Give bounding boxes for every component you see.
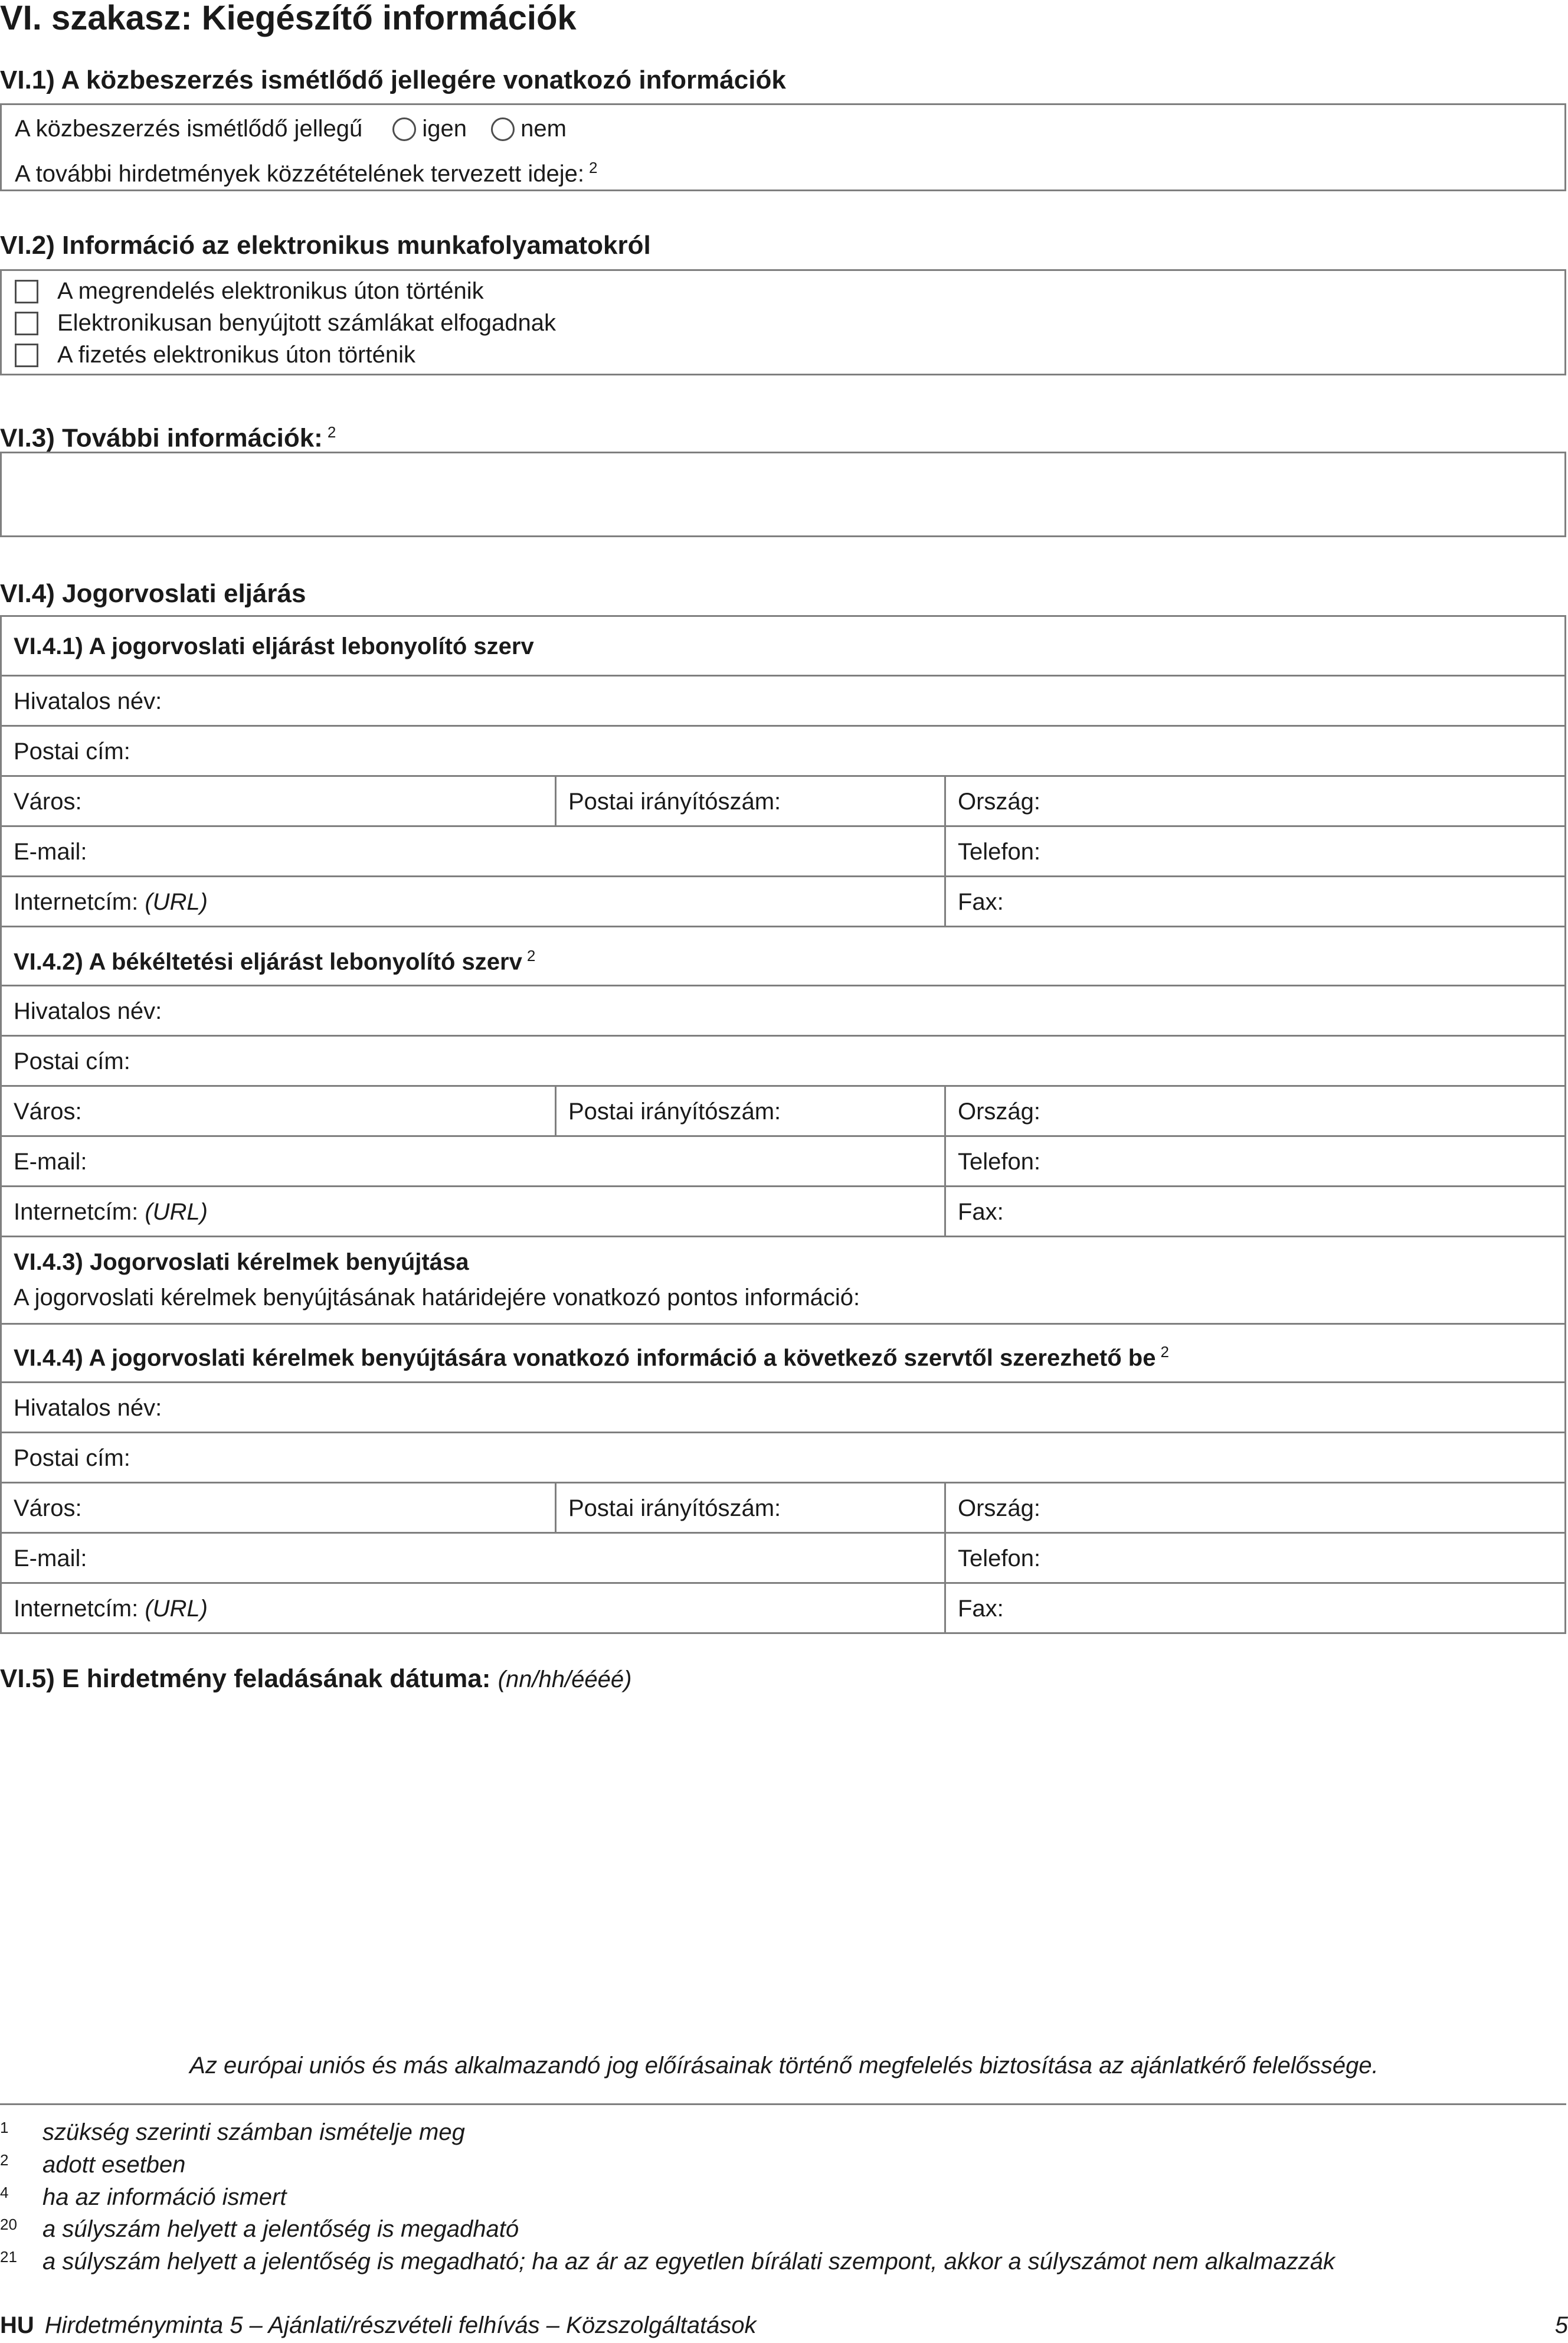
vi41-heading: VI.4.1) A jogorvoslati eljárást lebonyolító szerv (14, 633, 534, 659)
vi44-fax-field[interactable] (944, 1582, 1566, 1634)
footnote-number: 2 (0, 2151, 9, 2169)
field-label: Város: (14, 1099, 82, 1125)
vi44-internet-field[interactable] (0, 1582, 946, 1634)
footnote (0, 2146, 185, 2179)
field-label: Ország: (958, 789, 1041, 815)
internet-label: Internetcím: (14, 1596, 139, 1622)
check-electronic-ordering[interactable] (15, 277, 484, 305)
compliance-notice: Az európai uniós és más alkalmazandó jog előírásainak történő megfelelés biztosítása az ajánlatkérő felelőssége. (189, 2053, 1379, 2079)
field-label: E-mail: (14, 1545, 87, 1571)
vi42-city-field[interactable] (0, 1085, 557, 1137)
check-electronic-payment[interactable] (15, 341, 415, 369)
vi5-heading[interactable] (0, 1664, 631, 1695)
check-label: A megrendelés elektronikus úton történik (57, 278, 484, 304)
radio-no-group[interactable] (491, 115, 567, 143)
field-label: Telefon: (958, 1545, 1041, 1571)
footnote-number: 21 (0, 2248, 17, 2266)
vi42-phone-field[interactable] (944, 1135, 1566, 1187)
date-format-hint: (nn/hh/éééé) (497, 1666, 632, 1692)
footnote-divider (0, 2103, 1566, 2105)
vi41-fax-field[interactable] (944, 875, 1566, 927)
vi42-fax-field[interactable] (944, 1185, 1566, 1237)
footnote-number: 20 (0, 2215, 17, 2233)
additional-info-field[interactable] (0, 452, 1566, 537)
check-electronic-invoicing[interactable] (15, 309, 556, 337)
field-label (14, 888, 208, 916)
check-label: Elektronikusan benyújtott számlákat elfogadnak (57, 310, 556, 336)
vi44-city-field[interactable] (0, 1482, 557, 1534)
vi43-cell[interactable] (0, 1236, 1566, 1325)
vi42-email-field[interactable] (0, 1135, 946, 1187)
field-label: Fax: (958, 1596, 1004, 1622)
vi41-phone-field[interactable] (944, 825, 1566, 877)
vi1-heading: VI.1) A közbeszerzés ismétlődő jellegére vonatkozó információk (0, 66, 786, 94)
vi41-official-name-field[interactable] (0, 675, 1566, 727)
field-label: Hivatalos név: (14, 998, 162, 1024)
field-label: Hivatalos név: (14, 688, 162, 714)
vi42-official-name-field[interactable] (0, 985, 1566, 1037)
recurring-row (15, 115, 567, 143)
timing-label: A további hirdetmények közzétételének tervezett ideje: (15, 161, 584, 187)
field-label: Postai irányítószám: (568, 789, 781, 815)
url-hint: (URL) (145, 1199, 208, 1225)
section-title: VI. szakasz: Kiegészítő információk (0, 0, 577, 37)
url-hint: (URL) (145, 889, 208, 915)
internet-label: Internetcím: (14, 889, 139, 915)
check-label: A fizetés elektronikus úton történik (57, 342, 415, 368)
vi42-footnote-ref: 2 (526, 947, 536, 965)
vi4-heading: VI.4) Jogorvoslati eljárás (0, 579, 306, 608)
internet-label: Internetcím: (14, 1199, 139, 1225)
field-label: Telefon: (958, 1149, 1041, 1175)
vi41-internet-field[interactable] (0, 875, 946, 927)
vi42-postal-address-field[interactable] (0, 1035, 1566, 1087)
vi42-heading-cell (0, 926, 1566, 986)
footnote-text: szükség szerinti számban ismételje meg (42, 2119, 465, 2145)
footer-title: Hirdetményminta 5 – Ajánlati/részvételi felhívás – Közszolgáltatások (44, 2312, 757, 2338)
footnote (0, 2243, 1335, 2276)
timing-row[interactable] (15, 153, 597, 188)
field-label: E-mail: (14, 839, 87, 865)
field-label: Ország: (958, 1099, 1041, 1125)
vi41-postal-address-field[interactable] (0, 725, 1566, 777)
field-label: Postai cím: (14, 1048, 130, 1074)
vi44-phone-field[interactable] (944, 1532, 1566, 1584)
language-code: HU (0, 2312, 34, 2338)
vi2-heading: VI.2) Információ az elektronikus munkafolyamatokról (0, 231, 651, 260)
checkbox[interactable] (15, 312, 38, 335)
vi41-city-field[interactable] (0, 775, 557, 827)
vi44-heading-text: VI.4.4) A jogorvoslati kérelmek benyújtására vonatkozó információ a következő szervtől szerezhető be (14, 1345, 1156, 1371)
vi44-heading-cell (0, 1323, 1566, 1383)
vi1-box (0, 103, 1566, 191)
vi44-heading (14, 1338, 1169, 1372)
footnote-text: adott esetben (42, 2152, 186, 2178)
field-label (14, 1594, 208, 1623)
vi44-postal-address-field[interactable] (0, 1432, 1566, 1483)
radio-yes-label: igen (422, 116, 467, 142)
radio-no-label: nem (521, 116, 567, 142)
field-label: Hivatalos név: (14, 1395, 162, 1421)
vi41-heading-cell (0, 615, 1566, 677)
page-number: 5 (1554, 2312, 1568, 2338)
field-label: Postai irányítószám: (568, 1495, 781, 1521)
radio-yes[interactable] (392, 117, 416, 141)
vi3-footnote-ref: 2 (327, 423, 336, 441)
field-label: Telefon: (958, 839, 1041, 865)
field-label: Város: (14, 1495, 82, 1521)
vi3-heading-text: VI.3) További információk: (0, 423, 323, 453)
vi43-text: A jogorvoslati kérelmek benyújtásának határidejére vonatkozó pontos információ: (14, 1285, 860, 1311)
footnote-number: 4 (0, 2184, 9, 2201)
checkbox[interactable] (15, 344, 38, 367)
vi42-internet-field[interactable] (0, 1185, 946, 1237)
field-label: E-mail: (14, 1149, 87, 1175)
vi43-heading: VI.4.3) Jogorvoslati kérelmek benyújtása (14, 1249, 469, 1275)
vi44-footnote-ref: 2 (1160, 1343, 1169, 1361)
footnote (0, 2113, 465, 2146)
footnote-text: a súlyszám helyett a jelentőség is megadható (42, 2216, 519, 2242)
vi3-heading (0, 417, 336, 454)
vi44-email-field[interactable] (0, 1532, 946, 1584)
field-label (14, 1198, 208, 1226)
vi5-heading-text: VI.5) E hirdetmény feladásának dátuma: (0, 1664, 491, 1693)
vi42-heading-text: VI.4.2) A békéltetési eljárást lebonyolító szerv (14, 949, 522, 975)
field-label: Postai cím: (14, 738, 130, 764)
field-label: Ország: (958, 1495, 1041, 1521)
page-footer (0, 2311, 1568, 2339)
vi44-official-name-field[interactable] (0, 1381, 1566, 1433)
footnote-number: 1 (0, 2119, 9, 2136)
url-hint: (URL) (145, 1596, 208, 1622)
footnote-text: ha az információ ismert (42, 2184, 287, 2210)
vi42-heading (14, 942, 535, 976)
vi41-email-field[interactable] (0, 825, 946, 877)
vi42-country-field[interactable] (944, 1085, 1566, 1137)
field-label: Postai cím: (14, 1445, 130, 1471)
vi41-postal-code-field[interactable] (555, 775, 946, 827)
field-label: Postai irányítószám: (568, 1099, 781, 1125)
footnote-text: a súlyszám helyett a jelentőség is megadható; ha az ár az egyetlen bírálati szempont, akkor a súlyszámot nem alkalmazzák (42, 2249, 1335, 2275)
vi2-box (0, 269, 1566, 375)
footnote (0, 2178, 286, 2211)
checkbox[interactable] (15, 280, 38, 303)
recurring-label: A közbeszerzés ismétlődő jellegű (15, 116, 363, 142)
timing-footnote-ref: 2 (589, 159, 598, 177)
footnote (0, 2210, 519, 2243)
vi44-country-field[interactable] (944, 1482, 1566, 1534)
field-label: Fax: (958, 889, 1004, 915)
vi41-country-field[interactable] (944, 775, 1566, 827)
radio-yes-group[interactable] (392, 115, 467, 143)
radio-no[interactable] (491, 117, 515, 141)
vi42-postal-code-field[interactable] (555, 1085, 946, 1137)
field-label: Város: (14, 789, 82, 815)
vi44-postal-code-field[interactable] (555, 1482, 946, 1534)
field-label: Fax: (958, 1199, 1004, 1225)
